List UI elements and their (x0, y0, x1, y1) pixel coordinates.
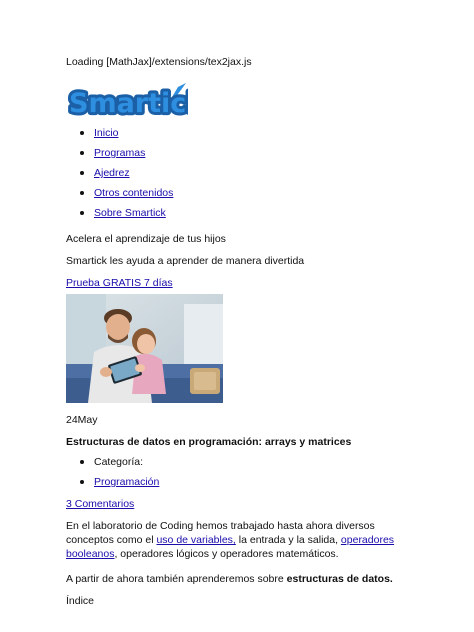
logo-wordmark-outline: Smartic (69, 88, 187, 119)
nav-link-ajedrez[interactable]: Ajedrez (94, 167, 130, 179)
bullet-icon (80, 211, 84, 215)
comments-link[interactable]: 3 Comentarios (66, 498, 135, 510)
category-label: Categoría: (94, 456, 144, 468)
nav-link-sobre-smartick[interactable]: Sobre Smartick (94, 207, 166, 219)
bullet-icon (80, 131, 84, 135)
intro-text-3: , operadores lógicos y operadores matemáticos. (114, 548, 339, 560)
meta-category-label-item (66, 455, 411, 475)
nav-item-sobre-smartick (66, 206, 411, 226)
link-uso-de-variables[interactable]: uso de variables, (156, 534, 236, 546)
article-page (66, 55, 411, 608)
hero-image-father-daughter-tablet (66, 294, 223, 403)
tagline: Acelera el aprendizaje de tus hijos (66, 233, 226, 245)
post-title: Estructuras de datos en programación: arrays y matrices (66, 436, 352, 448)
nav-item-programas (66, 146, 411, 166)
index-heading: Índice (66, 594, 95, 607)
intro-text-2: la entrada y la salida, (235, 534, 341, 546)
free-trial-link[interactable]: Prueba GRATIS 7 días (66, 277, 173, 289)
nav-link-otros-contenidos[interactable]: Otros contenidos (94, 187, 174, 199)
nav-link-programas[interactable]: Programas (94, 147, 146, 159)
loading-status: Loading [MathJax]/extensions/tex2jax.js (66, 56, 252, 68)
nav-item-ajedrez (66, 166, 411, 186)
bullet-icon (80, 151, 84, 155)
smartick-logo (66, 81, 188, 119)
post-date: 24May (66, 414, 98, 426)
bullet-icon (80, 191, 84, 195)
bullet-icon (80, 171, 84, 175)
post-meta (66, 455, 411, 495)
main-nav (66, 126, 411, 226)
link-operadores-booleanos[interactable]: operadores booleanos (66, 534, 395, 560)
subtagline: Smartick les ayuda a aprender de manera divertida (66, 255, 305, 267)
second-text: A partir de ahora también aprenderemos sobre (66, 572, 287, 585)
bullet-icon (80, 480, 84, 484)
logo-wordmark: Smartic (69, 88, 187, 119)
nav-item-inicio (66, 126, 411, 146)
intro-text-1: En el laboratorio de Coding hemos trabajado hasta ahora diversos conceptos como el (66, 520, 375, 546)
smartick-logo-link[interactable] (66, 69, 411, 122)
bullet-icon (80, 460, 84, 464)
intro-paragraph (66, 519, 411, 561)
second-paragraph (66, 572, 411, 586)
nav-link-inicio[interactable]: Inicio (94, 127, 119, 139)
second-text-bold: estructuras de datos. (286, 572, 393, 585)
category-link-programacion[interactable]: Programación (94, 476, 160, 488)
nav-item-otros-contenidos (66, 186, 411, 206)
meta-category-value-item (66, 475, 411, 495)
